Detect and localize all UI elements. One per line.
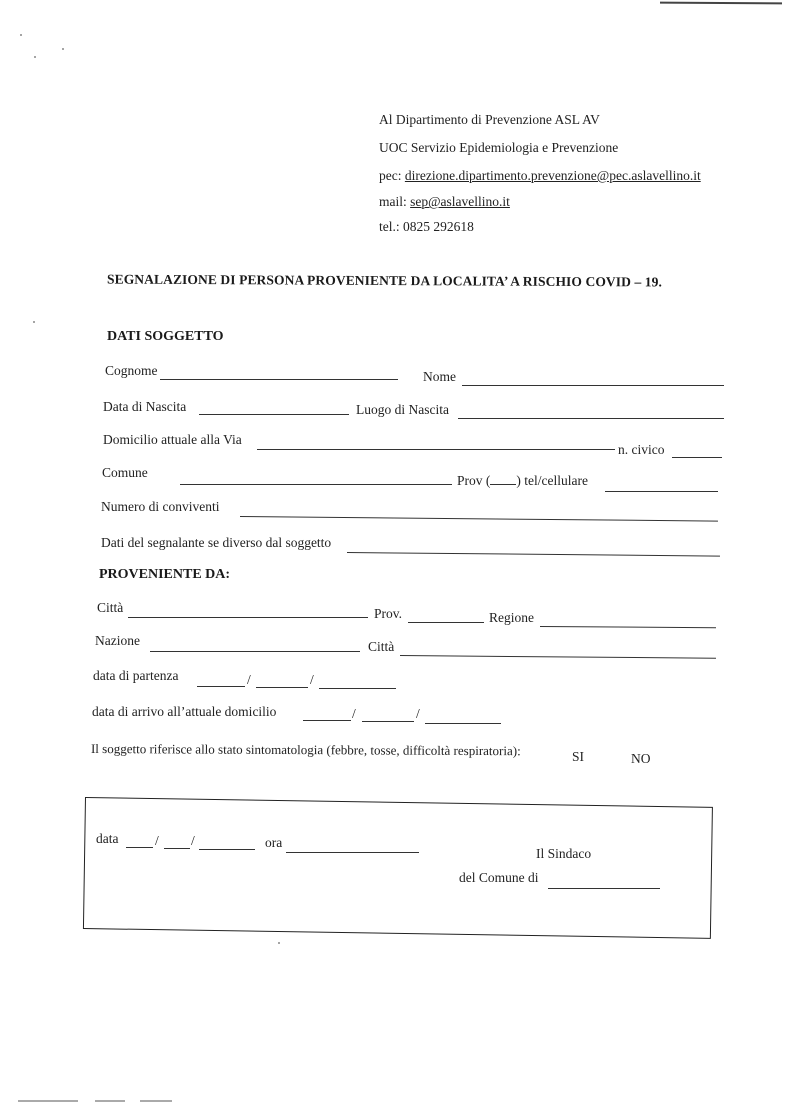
field-arrivo-day[interactable]	[303, 720, 351, 721]
label-comune: Comune	[102, 465, 148, 480]
field-ora[interactable]	[286, 852, 419, 853]
label-citta: Città	[97, 600, 124, 615]
label-partenza: data di partenza	[93, 668, 179, 683]
field-comune-di[interactable]	[548, 888, 660, 889]
label-luogo-nascita: Luogo di Nascita	[356, 402, 449, 417]
recipient-line-2: UOC Servizio Epidemiologia e Prevenzione	[379, 140, 619, 155]
recipient-tel	[379, 219, 474, 235]
field-comune[interactable]	[180, 484, 452, 485]
field-partenza-year[interactable]	[319, 688, 396, 689]
label-data-box: data	[96, 831, 119, 846]
field-partenza-day[interactable]	[197, 686, 245, 687]
field-citta-2[interactable]	[400, 655, 716, 659]
field-arrivo-month[interactable]	[362, 721, 414, 722]
field-domicilio[interactable]	[257, 449, 615, 450]
scan-speck	[62, 48, 64, 50]
label-citta-2: Città	[368, 639, 395, 654]
option-no[interactable]: NO	[631, 751, 651, 766]
section-heading-subject: DATI SOGGETTO	[107, 329, 224, 344]
slash: /	[191, 833, 195, 848]
prov-open: Prov (	[457, 473, 491, 488]
mail-link[interactable]: sep@aslavellino.it	[410, 194, 510, 209]
label-segnalante: Dati del segnalante se diverso dal soggetto	[101, 535, 332, 550]
label-conviventi: Numero di conviventi	[101, 499, 220, 514]
label-prov	[457, 472, 588, 489]
recipient-line-1: Al Dipartimento di Prevenzione ASL AV	[379, 112, 600, 127]
field-regione[interactable]	[540, 626, 716, 628]
scan-noise	[95, 1100, 125, 1102]
label-tel: tel/cellulare	[524, 473, 588, 488]
label-ora: ora	[265, 835, 283, 850]
field-segnalante[interactable]	[347, 552, 720, 557]
label-sindaco: Il Sindaco	[536, 846, 592, 861]
scan-noise	[140, 1100, 172, 1102]
field-data-nascita[interactable]	[199, 414, 349, 415]
document-title: SEGNALAZIONE DI PERSONA PROVENIENTE DA LOCALITA’ A RISCHIO COVID – 19.	[106, 271, 663, 290]
slash: /	[155, 833, 159, 848]
pec-label: pec:	[379, 168, 402, 183]
slash: /	[416, 706, 420, 721]
field-box-month[interactable]	[164, 848, 190, 849]
field-nome[interactable]	[462, 385, 724, 386]
tel-label: tel.:	[379, 219, 400, 234]
field-cognome[interactable]	[160, 379, 398, 380]
scan-speck	[20, 34, 22, 36]
section-heading-origin: PROVENIENTE DA:	[99, 567, 231, 582]
pec-link[interactable]: direzione.dipartimento.prevenzione@pec.aslavellino.it	[404, 168, 701, 183]
field-prov-origin[interactable]	[408, 622, 484, 623]
label-domicilio: Domicilio attuale alla Via	[103, 432, 242, 447]
label-civico: n. civico	[618, 442, 665, 457]
recipient-pec	[379, 168, 701, 184]
label-cognome: Cognome	[105, 363, 158, 378]
recipient-mail	[379, 194, 510, 210]
option-si[interactable]: SI	[572, 749, 585, 764]
mail-label: mail:	[379, 194, 407, 209]
slash: /	[247, 672, 251, 687]
field-tel[interactable]	[605, 491, 718, 492]
field-luogo-nascita[interactable]	[458, 418, 724, 419]
scan-speck	[278, 942, 280, 944]
field-prov[interactable]	[490, 472, 516, 485]
scan-speck	[33, 321, 35, 323]
label-nome: Nome	[423, 369, 456, 384]
scan-speck	[34, 56, 36, 58]
tel-value: 0825 292618	[403, 219, 474, 234]
field-box-day[interactable]	[126, 847, 153, 848]
scan-noise	[18, 1100, 78, 1102]
signature-box	[83, 797, 713, 939]
slash: /	[352, 706, 356, 721]
label-regione: Regione	[489, 610, 534, 625]
scan-edge-line	[660, 2, 782, 5]
label-data-nascita: Data di Nascita	[103, 399, 187, 414]
label-nazione: Nazione	[95, 633, 140, 648]
field-box-year[interactable]	[199, 849, 255, 850]
field-partenza-month[interactable]	[256, 687, 308, 688]
label-arrivo: data di arrivo all’attuale domicilio	[92, 704, 277, 719]
field-conviventi[interactable]	[240, 516, 718, 522]
label-sintomi: Il soggetto riferisce allo stato sintomatologia (febbre, tosse, difficoltà respiratoria):	[90, 741, 521, 759]
prov-close: )	[516, 473, 521, 488]
slash: /	[310, 672, 314, 687]
field-civico[interactable]	[672, 457, 722, 458]
field-arrivo-year[interactable]	[425, 723, 501, 724]
label-prov-origin: Prov.	[374, 606, 403, 621]
label-comune-di: del Comune di	[459, 870, 539, 885]
field-nazione[interactable]	[150, 651, 360, 652]
field-citta[interactable]	[128, 617, 368, 618]
